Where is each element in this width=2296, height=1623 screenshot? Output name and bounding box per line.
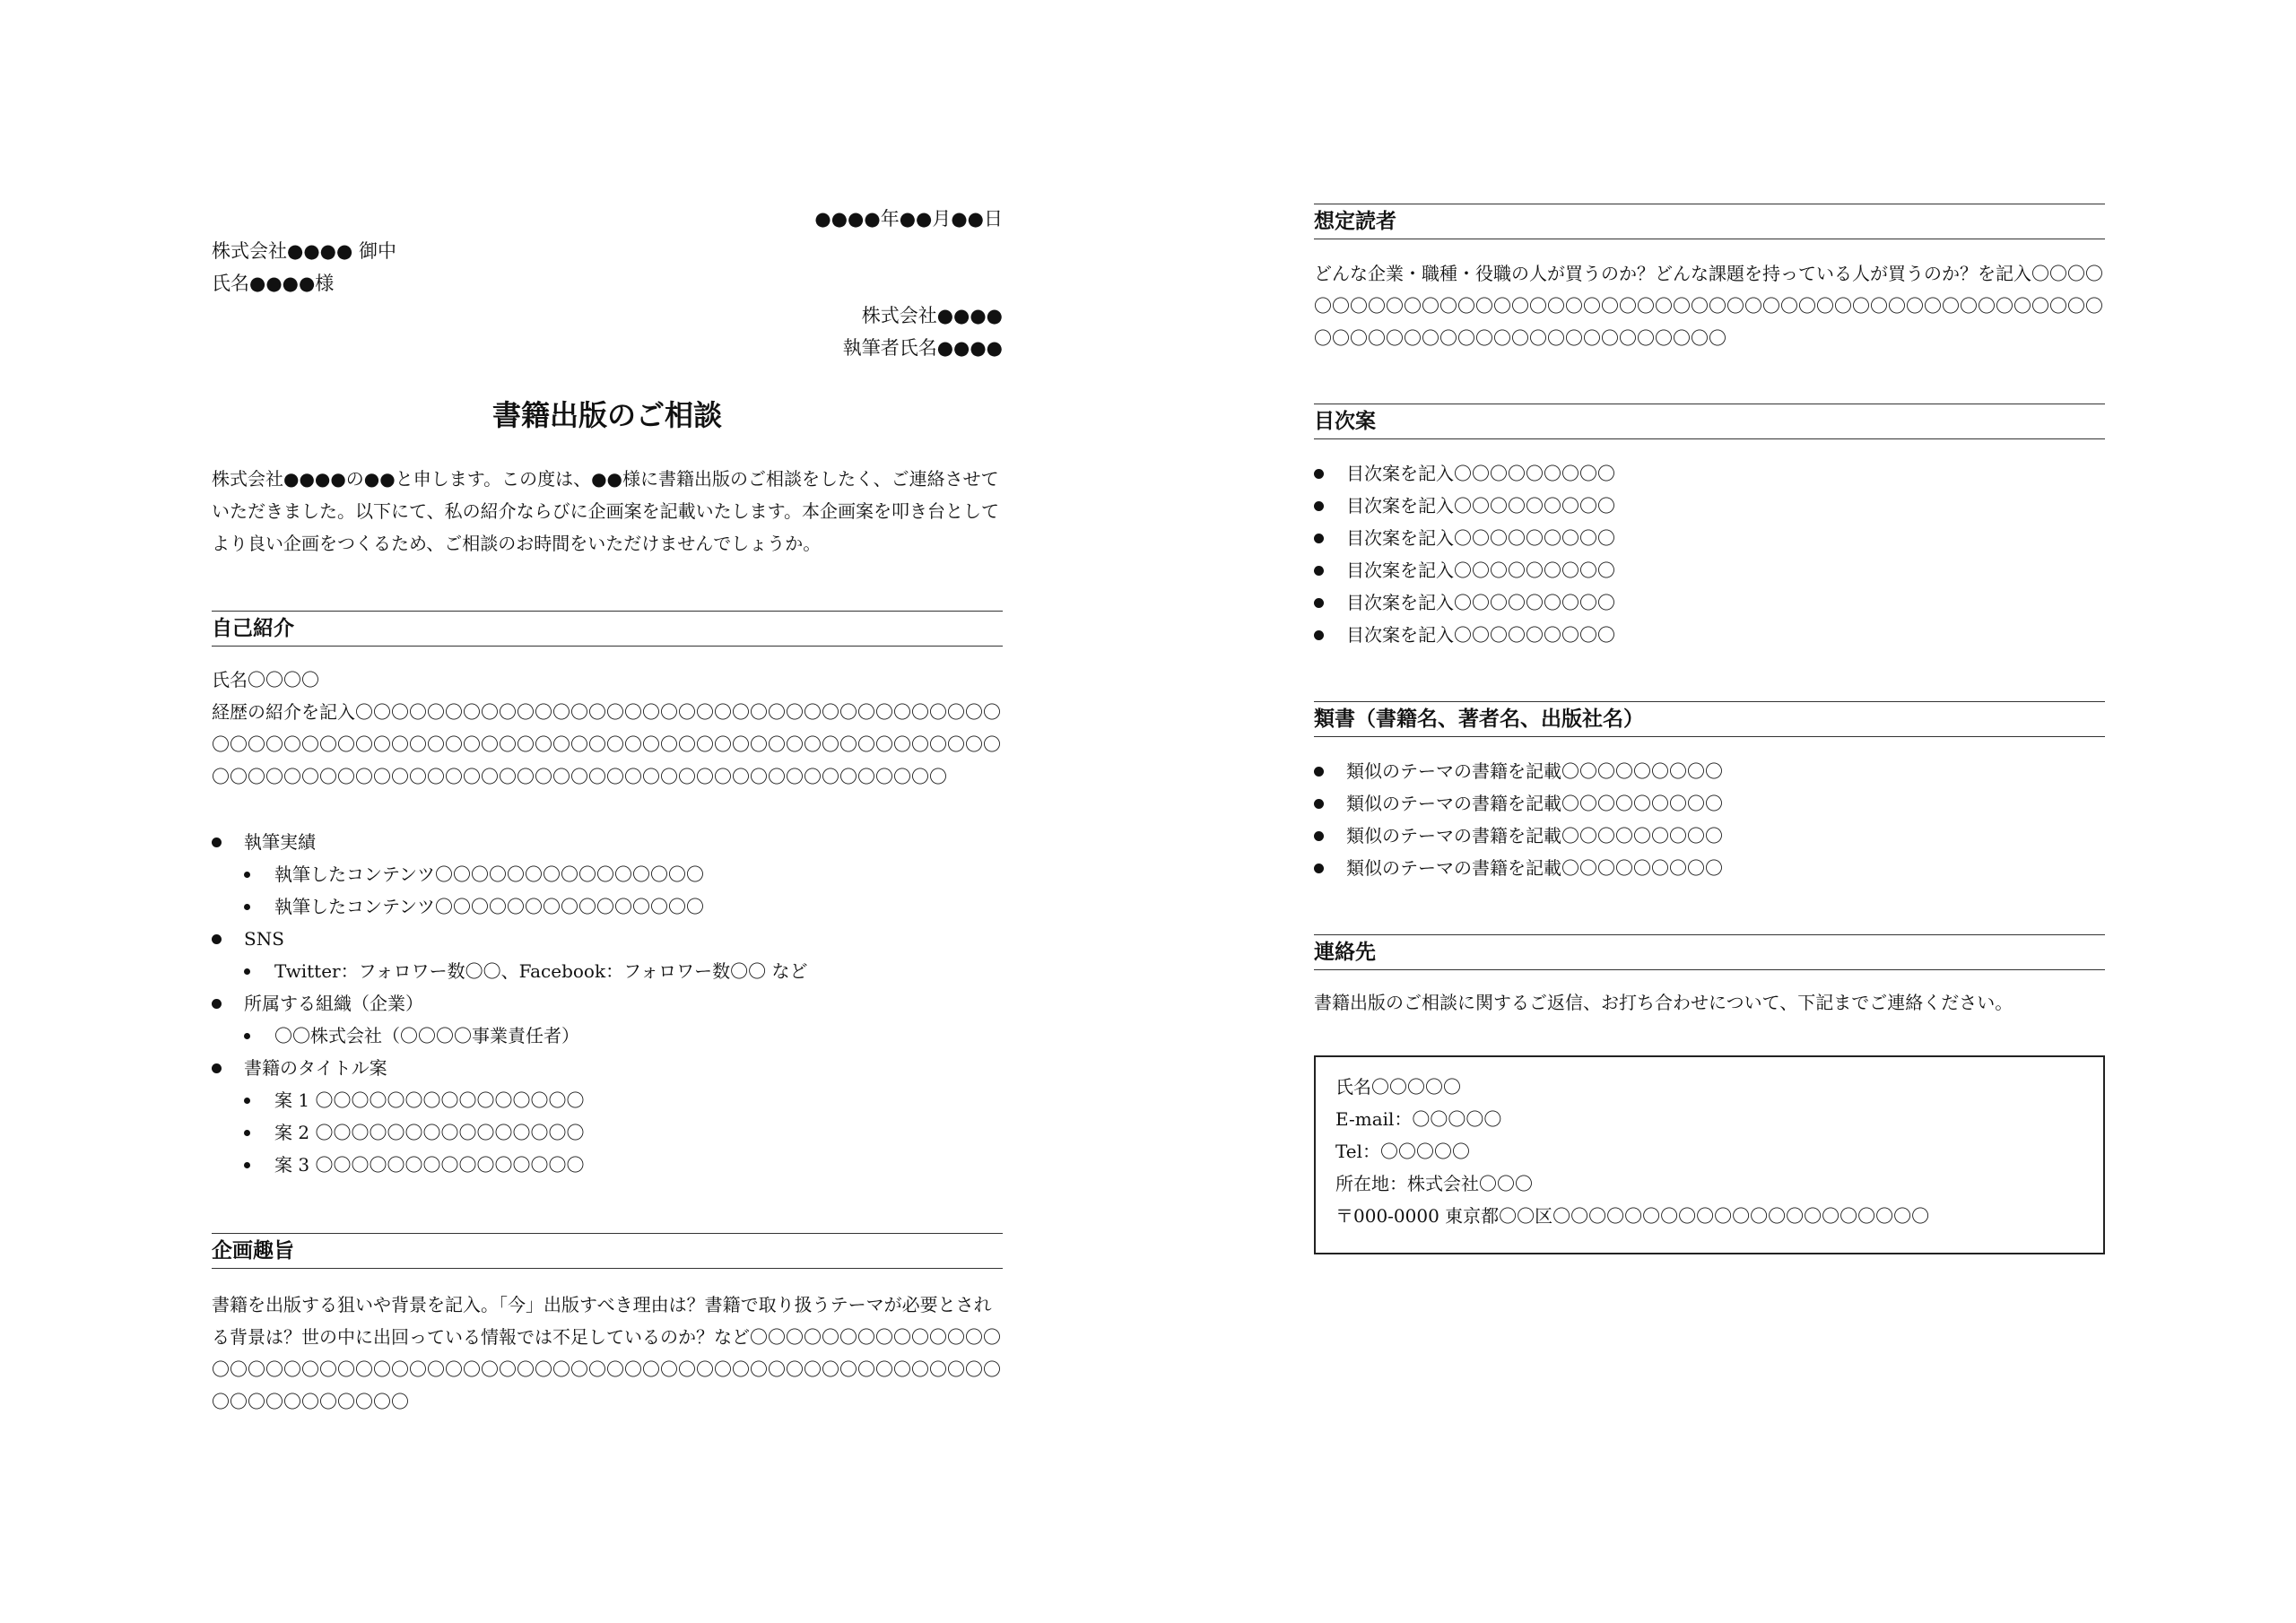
- bullet-icon: [1314, 566, 1324, 576]
- bullet-icon: [1314, 469, 1324, 479]
- bullet-icon: [244, 1162, 250, 1168]
- list-item: 目次案を記入〇〇〇〇〇〇〇〇〇: [1314, 490, 2105, 522]
- list-item: 目次案を記入〇〇〇〇〇〇〇〇〇: [1314, 586, 2105, 619]
- addressee-person: 氏名●●●●様: [212, 273, 335, 294]
- list-item: SNS: [212, 923, 1003, 955]
- bullet-icon: [1314, 501, 1324, 511]
- bullet-icon: [1314, 831, 1324, 841]
- list-item: 所属する組織（企業）: [212, 987, 1003, 1020]
- list-item: 書籍のタイトル案: [212, 1052, 1003, 1084]
- similar-books-heading: 類書（書籍名、著者名、出版社名）: [1314, 701, 2105, 737]
- contact-location: 所在地：株式会社〇〇〇: [1335, 1173, 1533, 1194]
- list-item: 類似のテーマの書籍を記載〇〇〇〇〇〇〇〇〇: [1314, 787, 2105, 820]
- bullet-icon: [212, 1063, 222, 1073]
- list-item: 目次案を記入〇〇〇〇〇〇〇〇〇: [1314, 619, 2105, 651]
- bullet-icon: [212, 934, 222, 944]
- document-title: 書籍出版のご相談: [491, 398, 722, 432]
- bullet-icon: [244, 1033, 250, 1039]
- self-intro-list: [212, 826, 1003, 1181]
- list-item: Twitter：フォロワー数〇〇、Facebook：フォロワー数〇〇 など: [212, 955, 1003, 987]
- intro-paragraph: 株式会社●●●●の●●と申します。この度は、●●様に書籍出版のご相談をしたく、ご連絡させていただきました。以下にて、私の紹介ならびに企画案を記載いたします。本企画案を叩き台としてより良い企画をつくるため、ご相談のお時間をいただけませんでしょうか。: [212, 468, 999, 554]
- list-item: 類似のテーマの書籍を記載〇〇〇〇〇〇〇〇〇: [1314, 820, 2105, 852]
- readers-heading: 想定読者: [1314, 204, 2105, 239]
- bullet-icon: [1314, 598, 1324, 608]
- contact-name: 氏名〇〇〇〇〇: [1335, 1076, 1461, 1098]
- bullet-icon: [212, 999, 222, 1009]
- list-item: 案 2 〇〇〇〇〇〇〇〇〇〇〇〇〇〇〇: [212, 1116, 1003, 1149]
- list-item: 〇〇株式会社（〇〇〇〇事業責任者）: [212, 1020, 1003, 1052]
- sender-author: 執筆者氏名●●●●: [842, 337, 1003, 359]
- toc-list: [1314, 457, 2105, 651]
- list-item: 案 3 〇〇〇〇〇〇〇〇〇〇〇〇〇〇〇: [212, 1149, 1003, 1181]
- similar-books-list: [1314, 755, 2105, 884]
- bullet-icon: [1314, 864, 1324, 873]
- contact-email: E-mail：〇〇〇〇〇: [1335, 1108, 1502, 1130]
- bullet-icon: [1314, 799, 1324, 809]
- toc-heading: 目次案: [1314, 404, 2105, 439]
- sender-company: 株式会社●●●●: [861, 305, 1003, 326]
- bullet-icon: [244, 904, 250, 910]
- contact-box: [1314, 1055, 2105, 1254]
- list-item: 類似のテーマの書籍を記載〇〇〇〇〇〇〇〇〇: [1314, 852, 2105, 884]
- list-item: 案 1 〇〇〇〇〇〇〇〇〇〇〇〇〇〇〇: [212, 1084, 1003, 1116]
- contact-text: 書籍出版のご相談に関するご返信、お打ち合わせについて、下記までご連絡ください。: [1314, 992, 2013, 1013]
- readers-text: どんな企業・職種・役職の人が買うのか？どんな課題を持っている人が買うのか？を記入〇〇〇〇〇〇〇〇〇〇〇〇〇〇〇〇〇〇〇〇〇〇〇〇〇〇〇〇〇〇〇〇〇〇〇〇〇〇〇〇〇〇〇〇〇〇〇〇〇〇〇〇〇〇〇〇〇〇〇〇〇〇〇〇〇〇〇〇〇〇〇: [1314, 263, 2103, 349]
- bullet-icon: [1314, 767, 1324, 777]
- list-item: 目次案を記入〇〇〇〇〇〇〇〇〇: [1314, 457, 2105, 490]
- self-intro-career: 経歴の紹介を記入〇〇〇〇〇〇〇〇〇〇〇〇〇〇〇〇〇〇〇〇〇〇〇〇〇〇〇〇〇〇〇〇〇〇〇〇〇〇〇〇〇〇〇〇〇〇〇〇〇〇〇〇〇〇〇〇〇〇〇〇〇〇〇〇〇〇〇〇〇〇〇〇〇〇〇〇〇〇〇〇〇〇〇〇〇〇〇〇〇〇〇〇〇〇〇〇〇〇〇〇〇〇〇〇〇〇〇〇〇〇〇〇〇〇〇〇〇〇〇〇〇: [212, 701, 1001, 787]
- bullet-icon: [212, 838, 222, 847]
- list-item: 執筆実績: [212, 826, 1003, 858]
- contact-heading: 連絡先: [1314, 934, 2105, 970]
- contact-tel: Tel：〇〇〇〇〇: [1335, 1141, 1471, 1162]
- bullet-icon: [1314, 534, 1324, 543]
- bullet-icon: [1314, 630, 1324, 640]
- self-intro-name: 氏名〇〇〇〇: [212, 669, 319, 690]
- list-item: 類似のテーマの書籍を記載〇〇〇〇〇〇〇〇〇: [1314, 755, 2105, 787]
- addressee-company: 株式会社●●●● 御中: [212, 240, 396, 262]
- bullet-icon: [244, 968, 250, 975]
- date-line: ●●●●年●●月●●日: [814, 208, 1003, 230]
- bullet-icon: [244, 872, 250, 878]
- list-item: 執筆したコンテンツ〇〇〇〇〇〇〇〇〇〇〇〇〇〇〇: [212, 890, 1003, 923]
- list-item: 目次案を記入〇〇〇〇〇〇〇〇〇: [1314, 522, 2105, 554]
- purpose-text: 書籍を出版する狙いや背景を記入。「今」出版すべき理由は？書籍で取り扱うテーマが必要とされる背景は？世の中に出回っている情報では不足しているのか？など〇〇〇〇〇〇〇〇〇〇〇〇〇〇〇〇〇〇〇〇〇〇〇〇〇〇〇〇〇〇〇〇〇〇〇〇〇〇〇〇〇〇〇〇〇〇〇〇〇〇〇〇〇〇〇〇〇〇〇〇〇〇〇〇〇〇〇〇〇: [212, 1294, 1001, 1412]
- list-item: 目次案を記入〇〇〇〇〇〇〇〇〇: [1314, 554, 2105, 586]
- self-intro-heading: 自己紹介: [212, 611, 1003, 647]
- list-item: 執筆したコンテンツ〇〇〇〇〇〇〇〇〇〇〇〇〇〇〇: [212, 858, 1003, 890]
- bullet-icon: [244, 1130, 250, 1136]
- purpose-heading: 企画趣旨: [212, 1233, 1003, 1269]
- bullet-icon: [244, 1098, 250, 1104]
- contact-address: 〒000-0000 東京都〇〇区〇〇〇〇〇〇〇〇〇〇〇〇〇〇〇〇〇〇〇〇〇: [1335, 1205, 1930, 1227]
